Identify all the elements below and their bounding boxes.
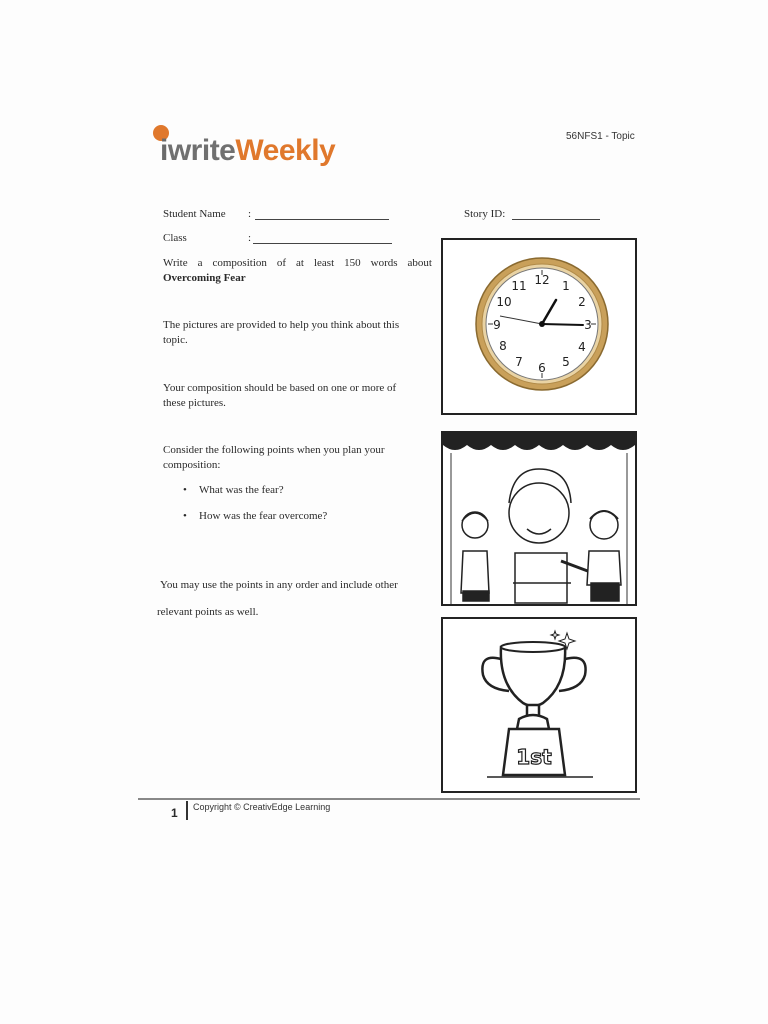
picture-trophy-frame bbox=[441, 617, 637, 793]
prompt-line: Write a composition of at least 150 words about bbox=[163, 257, 432, 269]
clock-number-5: 5 bbox=[562, 355, 570, 369]
point-item: What was the fear? bbox=[199, 484, 284, 496]
clock-number-9: 9 bbox=[493, 318, 501, 332]
document-code: 56NFS1 - Topic bbox=[566, 131, 635, 142]
bullet-icon: • bbox=[183, 510, 187, 522]
brand-logo bbox=[160, 134, 335, 168]
story-id-label: Story ID: bbox=[464, 208, 506, 220]
bullet-icon: • bbox=[183, 484, 187, 496]
picture-stage-frame bbox=[441, 431, 637, 606]
clock-number-10: 10 bbox=[496, 295, 512, 309]
clock-number-12: 12 bbox=[534, 273, 550, 287]
student-name-field[interactable] bbox=[255, 208, 389, 220]
page-number-separator bbox=[186, 801, 188, 820]
student-name-colon: : bbox=[248, 208, 252, 220]
logo-weekly: Weekly bbox=[235, 134, 336, 167]
logo-i: i bbox=[160, 134, 168, 167]
clock-number-6: 6 bbox=[538, 361, 546, 375]
clock-minute-hand bbox=[542, 324, 583, 325]
story-id-field[interactable] bbox=[512, 208, 600, 220]
stage-illustration bbox=[443, 433, 635, 604]
clock-number-4: 4 bbox=[578, 340, 586, 354]
clock-number-7: 7 bbox=[515, 355, 523, 369]
student-name-label: Student Name bbox=[163, 208, 226, 220]
class-colon: : bbox=[248, 232, 252, 244]
trophy-illustration bbox=[443, 619, 635, 791]
order-note-line1: You may use the points in any order and include other bbox=[160, 579, 398, 591]
picture-clock-frame bbox=[441, 238, 637, 415]
pictures-help-text: The pictures are provided to help you think about this topic. bbox=[163, 319, 400, 346]
logo-write: write bbox=[167, 134, 236, 167]
clock-number-2: 2 bbox=[578, 295, 586, 309]
consider-text: Consider the following points when you plan your composition: bbox=[163, 444, 385, 471]
point-item: How was the fear overcome? bbox=[199, 510, 328, 522]
based-on-text: Your composition should be based on one or more of these pictures. bbox=[163, 382, 397, 409]
clock-number-1: 1 bbox=[562, 279, 570, 293]
class-field[interactable] bbox=[253, 232, 392, 244]
clock-number-3: 3 bbox=[584, 318, 592, 332]
class-label: Class bbox=[163, 232, 187, 244]
page-number: 1 bbox=[171, 806, 178, 820]
footer-divider bbox=[138, 798, 640, 800]
clock-number-8: 8 bbox=[499, 339, 507, 353]
trophy-label: 1st bbox=[516, 745, 552, 769]
clock-illustration bbox=[443, 240, 635, 413]
order-note-line2: relevant points as well. bbox=[157, 606, 259, 618]
clock-number-11: 11 bbox=[511, 279, 527, 293]
copyright-text: Copyright © CreativEdge Learning bbox=[193, 802, 331, 812]
composition-topic: Overcoming Fear bbox=[163, 272, 246, 284]
